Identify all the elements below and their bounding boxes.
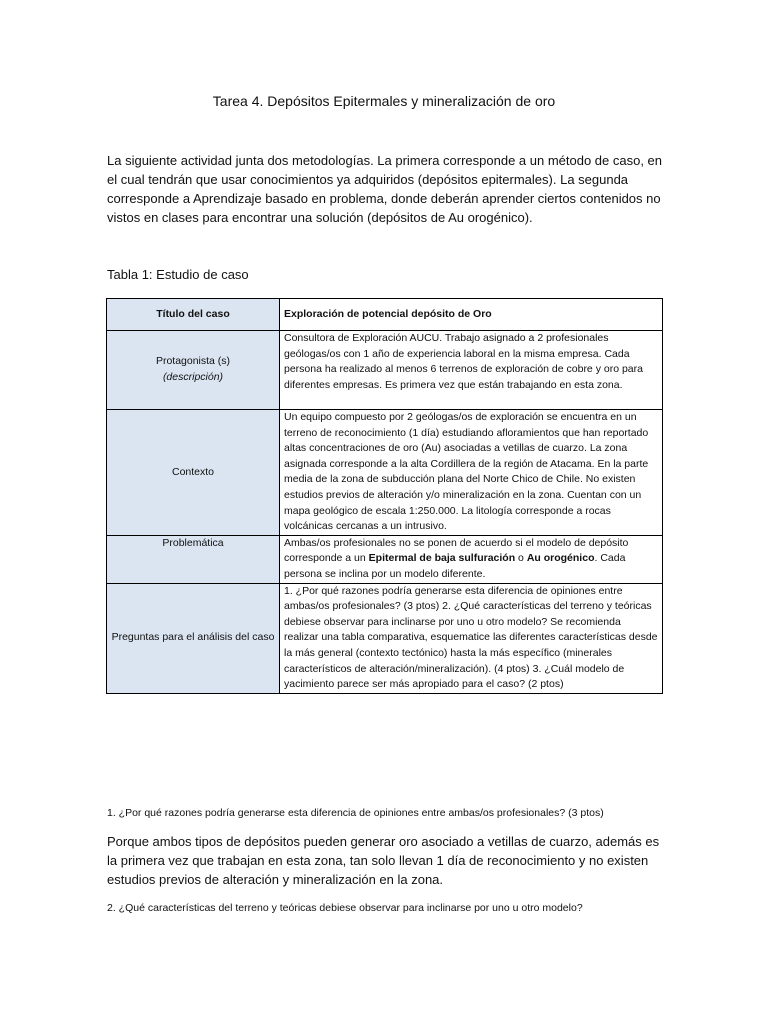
protagonista-label-cell (107, 331, 280, 410)
document-title: Tarea 4. Depósitos Epitermales y mineralización de oro (212, 93, 556, 109)
table-row-preguntas (107, 583, 663, 693)
preguntas-label-cell: Preguntas para el análisis del caso (107, 583, 280, 693)
answer-1: Porque ambos tipos de depósitos pueden generar oro asociado a vetillas de cuarzo, además es la primera vez que trabajan en esta zona, tan solo llevan 1 día de reconocimiento y no existen estudios previos de alteración y mineralización en la zona. (107, 834, 660, 887)
table-row-problematica (107, 535, 663, 583)
question-2: 2. ¿Qué características del terreno y teóricas debiese observar para inclinarse por uno u otro modelo? (107, 902, 583, 914)
header-right-cell: Exploración de potencial depósito de Oro (280, 299, 663, 331)
table-caption: Tabla 1: Estudio de caso (107, 267, 249, 282)
protagonista-label: Protagonista (s) (155, 355, 231, 368)
question-1: 1. ¿Por qué razones podría generarse esta diferencia de opiniones entre ambas/os profesionales? (3 ptos) (107, 807, 604, 819)
problematica-text-cell (280, 535, 663, 583)
intro-paragraph: La siguiente actividad junta dos metodologías. La primera corresponde a un método de caso, en el cual tendrán que usar conocimientos ya adquiridos (depósitos epitermales). La segunda corresponde a Aprendizaje basado en problema, donde deberán aprender ciertos contenidos no vistos en clases para encontrar una solución (depósitos de Au orogénico). (107, 153, 663, 225)
problematica-text-1: Ambas/os profesionales no se ponen de acuerdo si el modelo de depósito corresponde a un (284, 536, 629, 565)
problematica-text-2: o (515, 552, 527, 565)
problematica-label-cell: Problemática (107, 535, 280, 583)
contexto-text-cell: Un equipo compuesto por 2 geólogas/os de exploración se encuentra en un terreno de reconocimiento (1 día) estudiando afloramientos que han reportado altas concentraciones de oro (Au) asociadas a vetillas de cuarzo. La zona asignada corresponde a la alta Cordillera de la región de Atacama. En la parte media de la zona de subducción plana del Norte Chico de Chile. No existen estudios previos de alteración y/o mineralización en la zona. Cuentan con un mapa geológico de escala 1:250.000. La litología corresponde a rocas volcánicas cercanas a un intrusivo. (280, 410, 663, 536)
problematica-text-3: . Cada persona se inclina por un modelo diferente. (284, 552, 626, 580)
protagonista-sublabel: (descripción) (162, 371, 224, 383)
protagonista-text-cell: Consultora de Exploración AUCU. Trabajo asignado a 2 profesionales geólogas/os con 1 año de experiencia laboral en la misma empresa. Cada persona ha realizado al menos 6 terrenos de exploración de cobre y oro para diferentes empresas. Es primera vez que están trabajando en esta zona. (280, 331, 663, 410)
case-study-table (106, 298, 663, 694)
contexto-label-cell: Contexto (107, 410, 280, 536)
table-row-contexto (107, 410, 663, 536)
problematica-bold-1: Epitermal de baja sulfuración (368, 552, 516, 565)
table-header-row (107, 299, 663, 331)
header-left-cell: Título del caso (107, 299, 280, 331)
preguntas-text-cell: 1. ¿Por qué razones podría generarse esta diferencia de opiniones entre ambas/os profesionales? (3 ptos) 2. ¿Qué características del terreno y teóricas debiese observar para inclinarse por uno u otro modelo? Se recomienda realizar una tabla comparativa, esquematice las diferentes características desde la más general (contexto tectónico) hasta la más específico (minerales característicos de alteración/mineralización). (4 ptos) 3. ¿Cuál modelo de yacimiento parece ser más apropiado para el caso? (2 ptos) (280, 583, 663, 693)
table-row-protagonista (107, 331, 663, 410)
problematica-bold-2: Au orogénico (526, 552, 595, 565)
